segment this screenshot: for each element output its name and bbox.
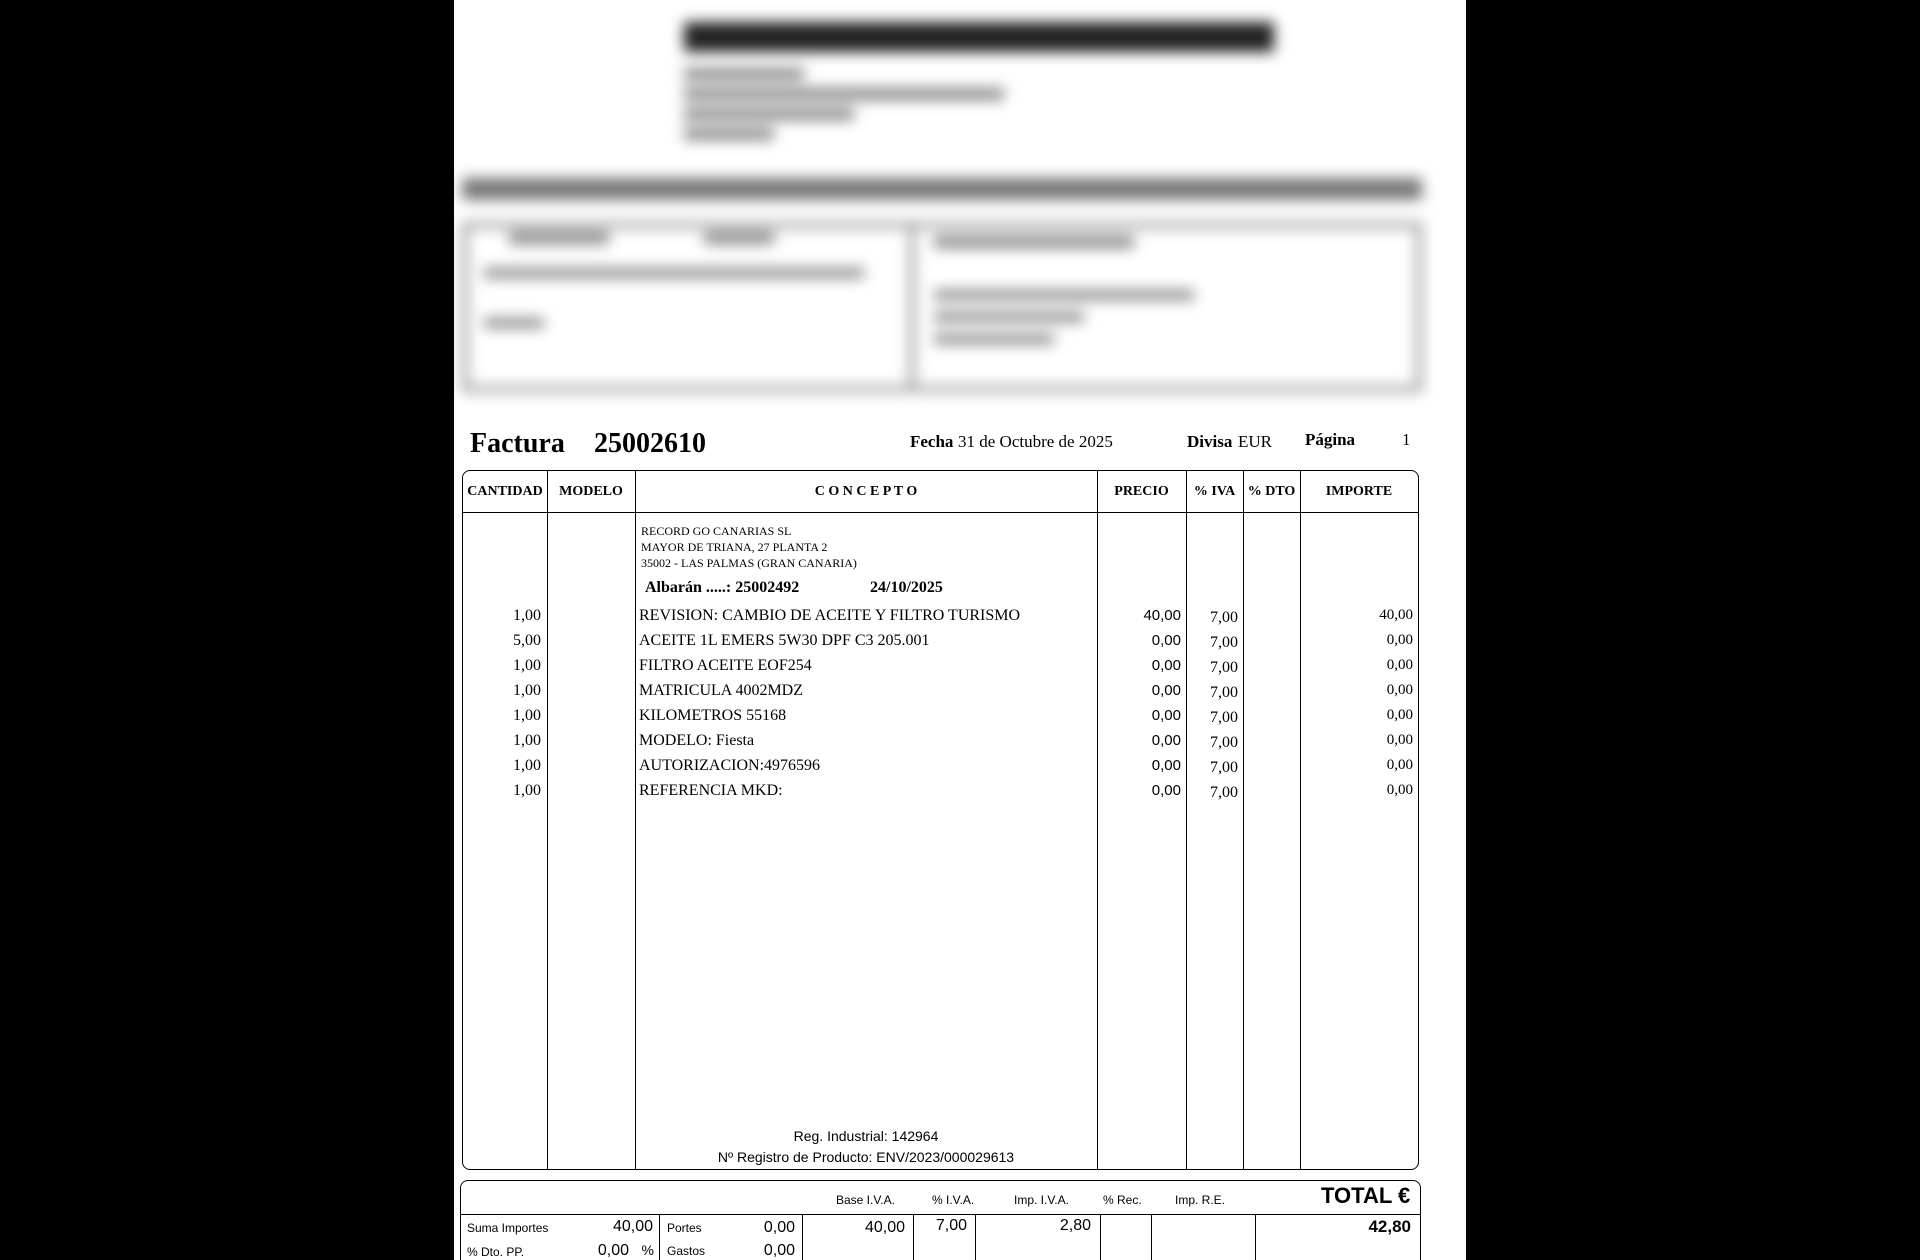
row-iva: 7,00 <box>1210 784 1238 801</box>
row-concepto: MODELO: Fiesta <box>639 732 755 749</box>
reg-producto: Nº Registro de Producto: ENV/2023/000029613 <box>717 1149 1015 1165</box>
customer-address: MAYOR DE TRIANA, 27 PLANTA 2 <box>641 540 828 554</box>
row-precio: 0,00 <box>1151 657 1181 674</box>
header-iva: % IVA <box>1193 484 1236 499</box>
line-items-table <box>462 470 1419 1170</box>
row-cantidad: 1,00 <box>513 707 541 724</box>
redacted-header <box>454 0 1466 410</box>
reg-industrial: Reg. Industrial: 142964 <box>793 1128 939 1144</box>
row-concepto: FILTRO ACEITE EOF254 <box>639 657 812 674</box>
header-precio: PRECIO <box>1114 484 1169 499</box>
row-importe: 0,00 <box>1386 682 1413 698</box>
divisa-value: EUR <box>1238 432 1272 451</box>
row-importe: 0,00 <box>1386 632 1413 648</box>
dto-pp-label: % Dto. PP. <box>467 1245 525 1259</box>
totals-header-imp-re: Imp. R.E. <box>1175 1193 1226 1207</box>
row-precio: 0,00 <box>1151 757 1181 774</box>
suma-importes-value: 40,00 <box>612 1218 653 1235</box>
row-iva: 7,00 <box>1210 609 1238 626</box>
row-cantidad: 1,00 <box>513 732 541 749</box>
totals-header-base: Base I.V.A. <box>836 1193 895 1207</box>
dto-pp-unit: % <box>641 1242 654 1258</box>
imp-iva-value: 2,80 <box>1059 1217 1091 1234</box>
row-concepto: REVISION: CAMBIO DE ACEITE Y FILTRO TURISMO <box>639 607 1021 624</box>
row-cantidad: 1,00 <box>513 757 541 774</box>
portes-value: 0,00 <box>763 1219 795 1236</box>
row-iva: 7,00 <box>1210 709 1238 726</box>
row-iva: 7,00 <box>1210 734 1238 751</box>
row-iva: 7,00 <box>1210 759 1238 776</box>
fecha-value: 31 de Octubre de 2025 <box>958 432 1113 451</box>
fecha-label: Fecha <box>910 432 954 451</box>
albaran-number: Albarán .....: 25002492 <box>645 579 800 596</box>
dto-pp-value: 0,00 <box>597 1242 629 1259</box>
pagina-value: 1 <box>1402 430 1411 449</box>
row-precio: 40,00 <box>1143 607 1181 624</box>
row-cantidad: 5,00 <box>513 632 541 649</box>
row-iva: 7,00 <box>1210 659 1238 676</box>
header-cantidad: CANTIDAD <box>467 484 543 499</box>
row-cantidad: 1,00 <box>513 782 541 799</box>
invoice-page <box>454 0 1466 1260</box>
header-concepto: C O N C E P T O <box>814 484 918 499</box>
row-cantidad: 1,00 <box>513 682 541 699</box>
row-iva: 7,00 <box>1210 684 1238 701</box>
row-concepto: REFERENCIA MKD: <box>639 782 783 799</box>
customer-name: RECORD GO CANARIAS SL <box>641 524 792 538</box>
row-precio: 0,00 <box>1151 682 1181 699</box>
row-importe: 40,00 <box>1379 607 1413 623</box>
row-precio: 0,00 <box>1151 632 1181 649</box>
gastos-value: 0,00 <box>763 1242 795 1259</box>
row-cantidad: 1,00 <box>513 657 541 674</box>
header-importe: IMPORTE <box>1325 484 1393 499</box>
row-importe: 0,00 <box>1386 782 1413 798</box>
totals-box <box>460 1180 1421 1260</box>
row-importe: 0,00 <box>1386 757 1413 773</box>
gastos-label: Gastos <box>667 1244 706 1258</box>
pct-iva-value: 7,00 <box>935 1217 967 1234</box>
invoice-number: 25002610 <box>594 428 706 459</box>
header-modelo: MODELO <box>559 484 623 499</box>
total-value: 42,80 <box>1368 1217 1411 1236</box>
row-precio: 0,00 <box>1151 707 1181 724</box>
row-importe: 0,00 <box>1386 657 1413 673</box>
row-concepto: ACEITE 1L EMERS 5W30 DPF C3 205.001 <box>639 632 930 649</box>
row-cantidad: 1,00 <box>513 607 541 624</box>
suma-importes-label: Suma Importes <box>467 1221 549 1235</box>
base-iva-value: 40,00 <box>864 1219 905 1236</box>
row-iva: 7,00 <box>1210 634 1238 651</box>
row-importe: 0,00 <box>1386 732 1413 748</box>
row-concepto: MATRICULA 4002MDZ <box>639 682 804 699</box>
totals-header-imp-iva: Imp. I.V.A. <box>1014 1193 1069 1207</box>
totals-header-pct-iva: % I.V.A. <box>932 1193 975 1207</box>
divisa-label: Divisa <box>1187 432 1233 451</box>
portes-label: Portes <box>667 1221 702 1235</box>
header-dto: % DTO <box>1247 484 1296 499</box>
row-importe: 0,00 <box>1386 707 1413 723</box>
invoice-label: Factura <box>470 428 565 459</box>
customer-city: 35002 - LAS PALMAS (GRAN CANARIA) <box>641 556 857 570</box>
totals-header-rec: % Rec. <box>1103 1193 1142 1207</box>
pagina-label: Página <box>1305 430 1356 449</box>
totals-header-total: TOTAL € <box>1321 1183 1411 1208</box>
row-precio: 0,00 <box>1151 732 1181 749</box>
row-precio: 0,00 <box>1151 782 1181 799</box>
row-concepto: KILOMETROS 55168 <box>639 707 787 724</box>
row-concepto: AUTORIZACION:4976596 <box>639 757 821 774</box>
albaran-date: 24/10/2025 <box>870 579 943 596</box>
